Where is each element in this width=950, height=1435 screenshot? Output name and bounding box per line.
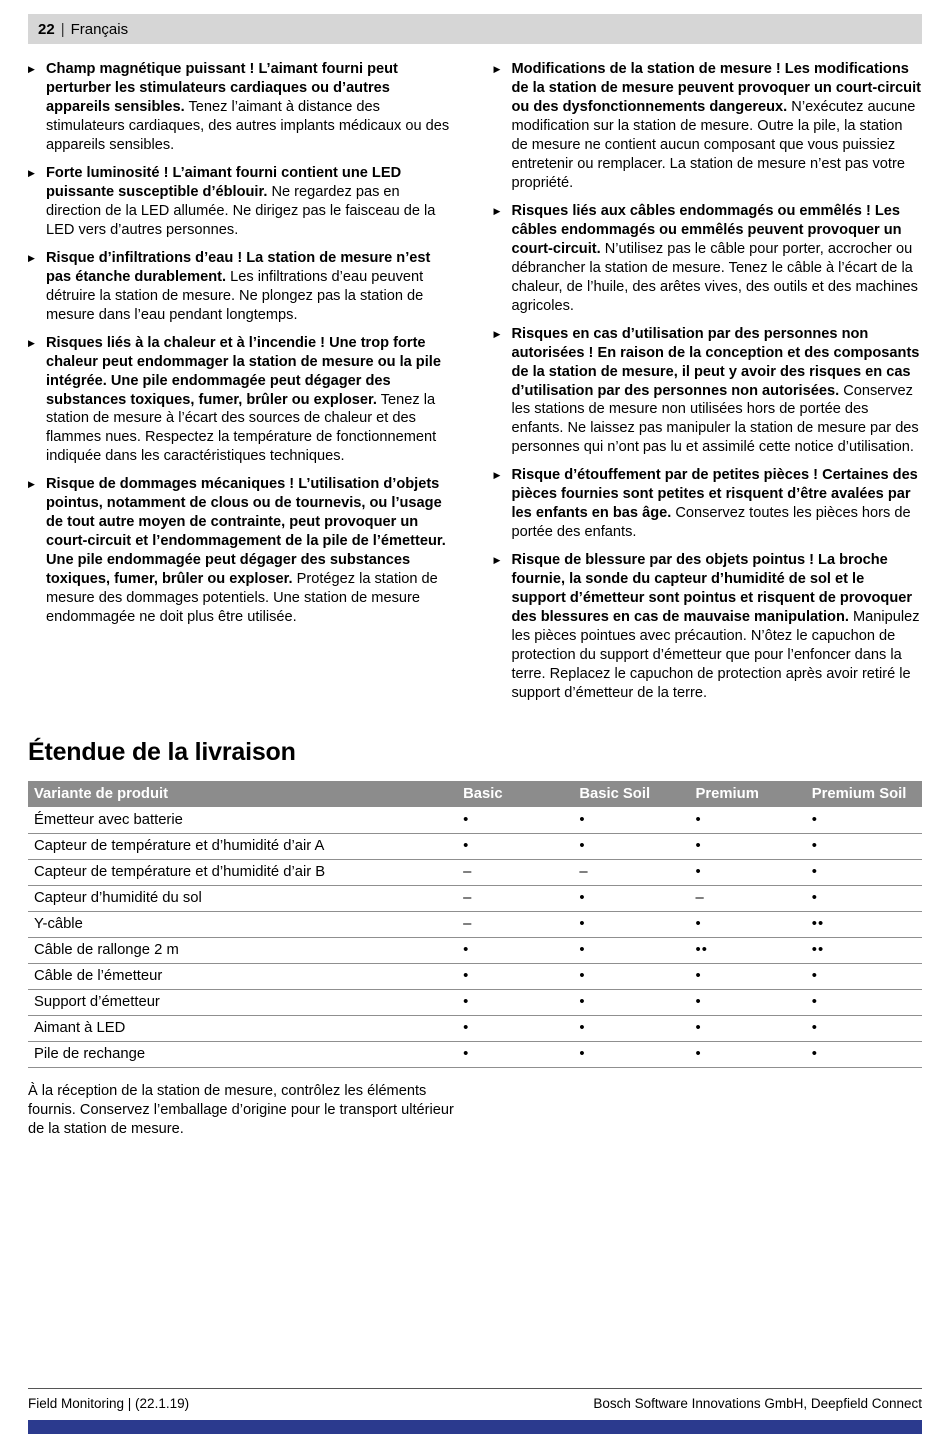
table-row (28, 807, 922, 833)
row-cell: – (573, 859, 689, 885)
column-header-basic-soil: Basic Soil (573, 781, 689, 807)
row-cell: • (806, 885, 922, 911)
table-row (28, 911, 922, 937)
table-row (28, 937, 922, 963)
table-row (28, 885, 922, 911)
row-cell: – (457, 859, 573, 885)
warning-text (46, 249, 457, 325)
warning-body: Conservez les stations de mesure non utilisées hors de portée des enfants. Ne laissez pas manipuler la station de mesure par des personnes qui n’ont pas lu et assimilé cette notice d’utilisation. (511, 382, 919, 456)
row-cell: •• (806, 937, 922, 963)
row-label: Support d’émetteur (28, 989, 457, 1015)
warning-body: N’utilisez pas le câble pour porter, accrocher ou débrancher la station de mesure. Tenez le câble à l’écart de la chaleur, de l’huile, des arêtes vives, des outils et des machines agricoles. (511, 240, 918, 314)
delivery-note: À la réception de la station de mesure, contrôlez les éléments fournis. Conservez l’emballage d’origine pour le transport ultérieur de la station de mesure. (28, 1082, 454, 1137)
row-cell: • (806, 1015, 922, 1041)
warning-item (494, 551, 923, 703)
row-cell: • (457, 807, 573, 833)
section-title-delivery-scope: Étendue de la livraison (28, 738, 296, 766)
right-column (494, 60, 923, 712)
row-cell: • (690, 963, 806, 989)
row-label: Capteur d’humidité du sol (28, 885, 457, 911)
column-header-basic: Basic (457, 781, 573, 807)
header-separator: | (60, 20, 65, 38)
warning-item (28, 334, 457, 467)
triangle-bullet-icon: ▶ (28, 64, 35, 74)
page-footer (28, 1388, 922, 1435)
row-cell: • (573, 937, 689, 963)
triangle-bullet-icon: ▶ (493, 555, 501, 566)
page-number: 22 (38, 20, 55, 38)
table-row (28, 989, 922, 1015)
row-cell: • (806, 989, 922, 1015)
warning-body: Tenez l’aimant à distance des stimulateurs cardiaques, des autres implants médicaux ou des appareils sensibles. (46, 98, 450, 153)
row-cell: • (806, 1041, 922, 1067)
row-cell: • (573, 1015, 689, 1041)
triangle-bullet-icon: ▶ (493, 470, 501, 481)
row-cell: – (457, 885, 573, 911)
row-cell: • (573, 885, 689, 911)
warning-title: Risque de dommages mécaniques ! L’utilisation d’objets pointus, notamment de clous ou de tournevis, ou l’usage de tout autre moyen de contrainte, peut provoquer un court-circuit et l’endommagement de la pile de l’émetteur. Une pile endommagée peut dégager des substances toxiques, fumer, brûler ou exploser. (46, 476, 446, 588)
warning-title: Modifications de la station de mesure ! Les modifications de la station de mesure peuvent provoquer un court-circuit ou des dysfonctionnements dangereux. (511, 61, 922, 115)
warning-title: Risque d’étouffement par de petites pièces ! Certaines des pièces fournies sont petites et risquent d’être avalées par les enfants en bas âge. (511, 467, 918, 522)
warning-body: Manipulez les pièces pointues avec précaution. N’ôtez le capuchon de protection du support d’émetteur que pour l’enfoncer dans la terre. Replacez le capuchon de protection après avoir retiré le support d’émetteur de la terre. (511, 609, 920, 702)
footer-text-row (28, 1388, 922, 1420)
safety-warnings-section (28, 60, 922, 712)
row-cell: •• (806, 911, 922, 937)
footer-document-id: Field Monitoring | (22.1.19) (28, 1396, 190, 1411)
row-cell: • (806, 833, 922, 859)
warning-body: Conservez toutes les pièces hors de portée des enfants. (511, 505, 911, 541)
row-cell: • (457, 1041, 573, 1067)
warning-text (46, 475, 457, 627)
row-cell: •• (690, 937, 806, 963)
column-header-premium: Premium (690, 781, 806, 807)
row-cell: • (457, 833, 573, 859)
table-row (28, 833, 922, 859)
warning-text (512, 551, 923, 703)
warning-text (46, 164, 457, 240)
row-label: Émetteur avec batterie (28, 807, 457, 833)
row-cell: – (690, 885, 806, 911)
warning-text (46, 60, 457, 155)
footer-company: Bosch Software Innovations GmbH, Deepfield Connect (593, 1396, 922, 1411)
triangle-bullet-icon: ▶ (493, 328, 501, 339)
warning-body: N’exécutez aucune modification sur la station de mesure. Outre la pile, la station de mesure ne contient aucun composant que vous puissiez entretenir ou remplacer. La station de mesure n’est pas votre propriété. (511, 98, 916, 191)
row-cell: • (457, 963, 573, 989)
warning-title: Champ magnétique puissant ! L’aimant fourni peut perturber les stimulateurs cardiaques ou d’autres appareils sensibles. (46, 61, 398, 115)
row-cell: • (690, 989, 806, 1015)
column-header-premium-soil: Premium Soil (806, 781, 922, 807)
row-cell: • (690, 911, 806, 937)
table-row (28, 1041, 922, 1067)
row-cell: • (690, 1015, 806, 1041)
left-column (28, 60, 457, 712)
footer-brand-bar (28, 1420, 922, 1434)
triangle-bullet-icon: ▶ (28, 337, 35, 348)
row-cell: • (457, 1015, 573, 1041)
table-header-row (28, 781, 922, 807)
warning-item (494, 60, 923, 193)
warning-item (28, 249, 457, 325)
row-label: Y-câble (28, 911, 457, 937)
row-label: Aimant à LED (28, 1015, 457, 1041)
row-cell: • (690, 1041, 806, 1067)
row-cell: • (457, 989, 573, 1015)
warning-item (28, 164, 457, 240)
table-row (28, 1015, 922, 1041)
warning-text (512, 60, 923, 193)
row-cell: – (457, 911, 573, 937)
row-cell: • (573, 963, 689, 989)
triangle-bullet-icon: ▶ (493, 205, 501, 216)
warning-body: Les infiltrations d’eau peuvent détruire la station de mesure. Ne plongez pas la station de mesure dans l’eau pendant longtemps. (46, 268, 424, 323)
delivery-table (28, 781, 922, 1068)
row-cell: • (806, 807, 922, 833)
warning-title: Risques liés aux câbles endommagés ou emmêlés ! Les câbles endommagés ou emmêlés peuvent provoquer un court-circuit. (511, 202, 902, 257)
warning-body: Tenez la station de mesure à l’écart des sources de chaleur et des flammes nues. Respectez la température de fonctionnement indiquée dans les caractéristiques techniques. (46, 391, 437, 465)
warning-item (28, 475, 457, 627)
row-label: Capteur de température et d’humidité d’air A (28, 833, 457, 859)
warning-title: Forte luminosité ! L’aimant fourni contient une LED puissante susceptible d’éblouir. (46, 164, 402, 200)
row-label: Câble de l’émetteur (28, 963, 457, 989)
row-cell: • (573, 1041, 689, 1067)
warning-item (494, 202, 923, 316)
warning-title: Risques en cas d’utilisation par des personnes non autorisées ! En raison de la conception et des composants de la station de mesure, il peut y avoir des risques en cas d’utilisation par des personnes non autorisées. (511, 325, 920, 399)
warning-text (512, 202, 923, 316)
row-cell: • (690, 833, 806, 859)
row-cell: • (806, 859, 922, 885)
warning-item (28, 60, 457, 155)
warning-text (512, 325, 923, 458)
page-header (28, 14, 922, 44)
warning-title: Risque de blessure par des objets pointus ! La broche fournie, la sonde du capteur d’humidité de sol et le support d’émetteur sont pointus et risquent de provoquer des blessures en cas de mauvaise manipulation. (511, 552, 913, 626)
warning-item (494, 325, 923, 458)
table-row (28, 859, 922, 885)
triangle-bullet-icon: ▶ (493, 64, 501, 74)
warning-body: Protégez la station de mesure des dommages potentiels. Une station de mesure endommagée ne doit plus être utilisée. (46, 571, 438, 626)
triangle-bullet-icon: ▶ (28, 252, 35, 263)
row-label: Capteur de température et d’humidité d’air B (28, 859, 457, 885)
header-language-label: Français (70, 20, 129, 38)
warning-title: Risque d’infiltrations d’eau ! La station de mesure n’est pas étanche durablement. (46, 249, 431, 285)
table-row (28, 963, 922, 989)
column-header-variant: Variante de produit (28, 781, 457, 807)
row-cell: • (690, 807, 806, 833)
warning-item (494, 466, 923, 542)
row-cell: • (457, 937, 573, 963)
row-cell: • (573, 989, 689, 1015)
row-cell: • (806, 963, 922, 989)
triangle-bullet-icon: ▶ (28, 167, 35, 178)
warning-title: Risques liés à la chaleur et à l’incendie ! Une trop forte chaleur peut endommager la station de mesure ou la pile intégrée. Une pile endommagée peut dégager des substances toxiques, fumer, brûler ou exploser. (46, 334, 441, 408)
warning-text (46, 334, 457, 467)
triangle-bullet-icon: ▶ (28, 479, 35, 490)
row-cell: • (573, 833, 689, 859)
row-cell: • (573, 807, 689, 833)
row-cell: • (690, 859, 806, 885)
row-label: Pile de rechange (28, 1041, 457, 1067)
row-cell: • (573, 911, 689, 937)
warning-body: Ne regardez pas en direction de la LED allumée. Ne dirigez pas le faisceau de la LED vers d’autres personnes. (46, 183, 436, 238)
warning-text (512, 466, 923, 542)
row-label: Câble de rallonge 2 m (28, 937, 457, 963)
